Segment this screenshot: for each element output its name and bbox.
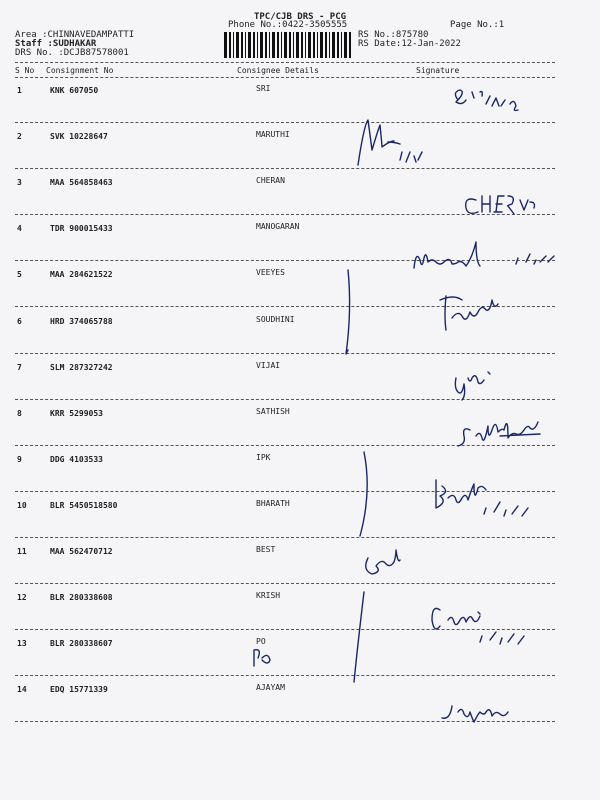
bracket-line-2 (360, 452, 367, 536)
row-sno: 14 (17, 685, 27, 695)
row-consignee: CHERAN (256, 176, 285, 186)
row-sno: 10 (17, 500, 27, 510)
signature-7 (455, 372, 490, 400)
row-sno: 4 (17, 224, 22, 234)
col-signature: Signature (416, 66, 460, 75)
row-consignment-no: MAA 284621522 (50, 270, 113, 280)
row-consignee: BEST (256, 545, 276, 554)
staff-label: Staff :SUDHAKAR (15, 39, 97, 49)
row-consignment-no: BLR 5450518580 (50, 500, 118, 510)
rs-date: RS Date:12-Jan-2022 (358, 39, 461, 49)
row-consignment-no: MAA 564858463 (50, 178, 113, 188)
row-sno: 6 (17, 316, 22, 326)
row-consignee: AJAYAM (256, 683, 285, 693)
row-consignee: MANOGARAN (256, 222, 300, 232)
row-sno: 7 (17, 362, 22, 372)
col-consignee: Consignee Details (237, 66, 319, 75)
row-consignment-no: TDR 900015433 (50, 224, 113, 234)
col-consignment: Consignment No (46, 66, 114, 75)
signature-8 (458, 422, 540, 446)
row-consignee: SOUDHINI (256, 314, 295, 324)
row-consignee: SATHISH (256, 406, 290, 416)
row-sno: 11 (17, 547, 27, 556)
signature-po (254, 650, 270, 666)
row-consignment-no: KRR 5299053 (50, 408, 103, 418)
row-sno: 12 (17, 593, 27, 603)
row-consignment-no: EDQ 15771339 (50, 685, 108, 695)
row-consignment-no: MAA 562470712 (50, 547, 113, 556)
phone-number: Phone No.:0422-3505555 (228, 20, 348, 30)
row-sno: 8 (17, 408, 22, 418)
row-sno: 2 (17, 132, 22, 142)
area-label: Area :CHINNAVEDAMPATTI (15, 30, 135, 40)
row-consignment-no: DDG 4103533 (50, 454, 103, 464)
row-consignee: BHARATH (256, 498, 290, 508)
row-consignment-no: KNK 607050 (50, 86, 99, 95)
row-sno: 13 (17, 639, 27, 649)
signature-10 (436, 480, 528, 516)
row-consignment-no: BLR 280338608 (50, 593, 113, 603)
row-consignment-no: SLM 287327242 (50, 362, 113, 372)
signature-11 (366, 550, 400, 574)
row-consignee: KRISH (256, 591, 281, 601)
bracket-line-1 (346, 270, 350, 354)
rs-number: RS No.:875780 (358, 30, 429, 40)
row-consignee: IPK (256, 452, 271, 462)
page-number: Page No.:1 (450, 20, 505, 30)
bracket-line-3 (354, 592, 364, 682)
signature-2 (358, 120, 422, 165)
col-sno: S No (15, 66, 35, 75)
drs-number: DRS No. :DCJB87578001 (15, 48, 129, 58)
signature-1 (455, 90, 518, 111)
signature-13 (432, 608, 524, 644)
row-consignment-no: HRD 374065788 (50, 316, 113, 326)
row-consignment-no: SVK 10228647 (50, 132, 108, 142)
row-sno: 1 (17, 86, 22, 95)
signature-4 (414, 242, 554, 268)
row-consignee: VEEYES (256, 268, 285, 278)
row-consignee: PO (256, 637, 266, 647)
row-consignment-no: BLR 280338607 (50, 639, 113, 649)
row-consignee: SRI (256, 84, 271, 93)
row-sno: 9 (17, 454, 22, 464)
row-sno: 5 (17, 270, 22, 280)
signature-3 (466, 196, 535, 214)
row-consignee: MARUTHI (256, 130, 290, 140)
row-consignee: VIJAI (256, 360, 281, 370)
signature-14 (442, 706, 508, 722)
report-title: TPC/CJB DRS - PCG (253, 12, 347, 22)
row-sno: 3 (17, 178, 22, 188)
signature-6 (440, 296, 498, 330)
